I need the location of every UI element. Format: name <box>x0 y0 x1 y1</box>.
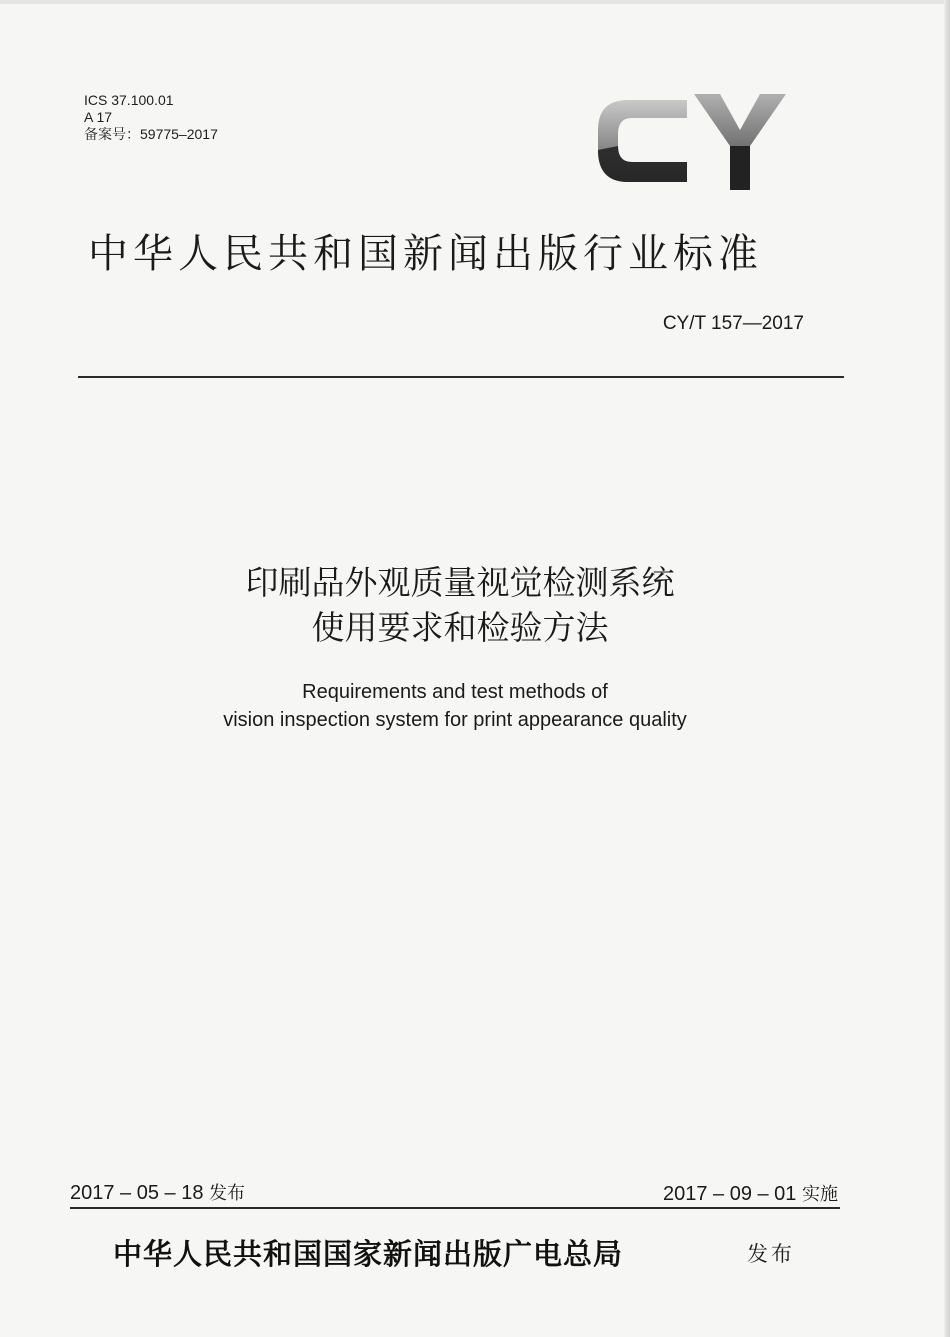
header-divider <box>78 376 844 378</box>
standard-number: CY/T 157—2017 <box>662 313 804 334</box>
publisher-name: 中华人民共和国国家新闻出版广电总局 <box>113 1237 624 1271</box>
logo-letter-c <box>598 100 687 182</box>
ics-code: ICS 37.100.01 <box>84 92 174 108</box>
classification-block <box>84 92 218 143</box>
chinese-title-line-2: 使用要求和检验方法 <box>311 608 609 647</box>
chinese-title <box>0 560 920 650</box>
implementation-date-value: 2017 – 09 – 01 <box>662 1183 797 1205</box>
chinese-title-line-1: 印刷品外观质量视觉检测系统 <box>245 563 675 602</box>
publish-label: 发布 <box>747 1242 795 1266</box>
issue-date-suffix: 发布 <box>209 1183 246 1204</box>
ccs-code: A 17 <box>84 109 113 125</box>
cy-logo <box>592 86 797 194</box>
filing-number: 备案号：59775–2017 <box>84 126 218 142</box>
implementation-date <box>663 1180 838 1206</box>
english-title-line-2: vision inspection system for print appearance quality <box>223 709 687 731</box>
issuer-title: 中华人民共和国新闻出版行业标准 <box>88 231 763 277</box>
english-title <box>0 678 910 734</box>
footer-divider <box>70 1207 840 1209</box>
page-right-edge <box>944 0 950 1337</box>
page-top-edge <box>0 0 950 4</box>
issue-date-value: 2017 – 05 – 18 <box>70 1182 204 1204</box>
english-title-line-1: Requirements and test methods of <box>302 681 608 703</box>
issue-date <box>70 1179 245 1205</box>
implementation-date-suffix: 实施 <box>802 1184 838 1205</box>
logo-letter-y <box>694 94 786 190</box>
